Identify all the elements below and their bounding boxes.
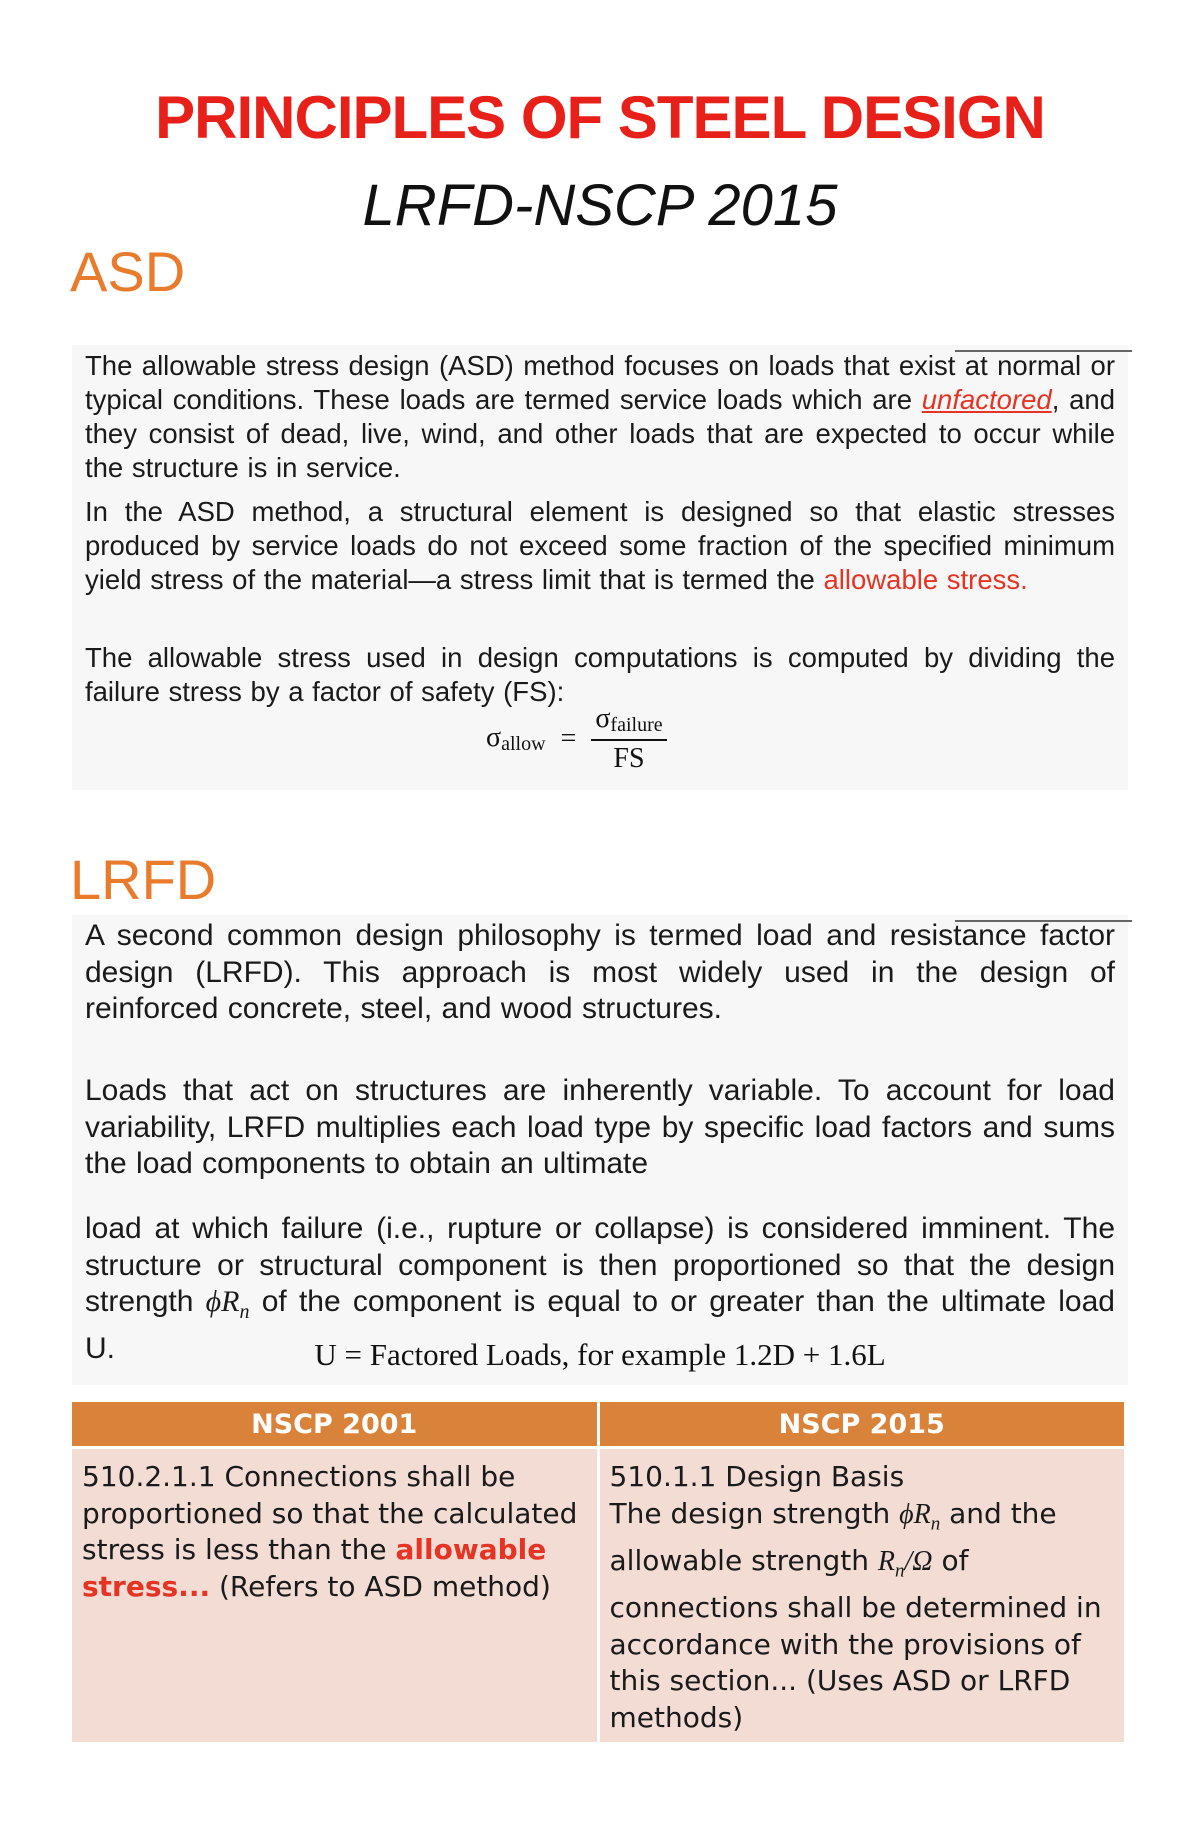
asd-heading: ASD — [70, 240, 186, 303]
asd-paragraph-3: The allowable stress used in design computations is computed by dividing the failure stress by a factor of safety (FS): — [85, 642, 1115, 707]
asd-term-allowable-stress: allowable stress. — [823, 564, 1028, 595]
lrfd-paragraph-2: Loads that act on structures are inherently variable. To account for load variability, LRFD multiplies each load type by specific load factors and sums the load components to obtain an ultimate — [85, 1074, 1115, 1180]
eq-numerator-subscript: failure — [610, 714, 663, 736]
cell-2001-text-a: 510.2.1.1 Connections shall be proportioned so that the calculated stress is less than the — [82, 1460, 578, 1567]
lrfd-p3-text-a: load at which failure (i.e., rupture or collapse) is considered imminent. The structure or structural component is then proportioned so that the design strength — [85, 1212, 1115, 1318]
lrfd-paragraph-1: A second common design philosophy is termed load and resistance factor design (LRFD). This approach is most widely used in the design of reinforced concrete, steel, and wood structures. — [85, 919, 1115, 1025]
table-row — [72, 1448, 1124, 1743]
allowable-strength-symbol: $R_n/\Omega$ — [877, 1545, 933, 1582]
eq-denominator: FS — [613, 743, 645, 774]
table-header-row — [72, 1402, 1124, 1448]
asd-equation: $\sigma_{allow}$ = $\frac{\sigma_{failure}}{FS}$ — [486, 703, 667, 775]
asd-paragraph-1 — [85, 349, 1115, 485]
header-nscp-2015: NSCP 2015 — [598, 1402, 1124, 1448]
asd-p1-text-a: The allowable stress design (ASD) method focuses on loads that exist at normal or typical conditions. These loads are termed service loads which are — [85, 350, 1115, 415]
lrfd-p3-text-b: of the component is equal to or greater than the ultimate load U. — [85, 1285, 1115, 1365]
cell-2015-title: 510.1.1 Design Basis — [609, 1460, 905, 1493]
cell-2001-emphasis: allowable stress... — [82, 1533, 547, 1603]
cell-2015-text-a: The design strength — [609, 1496, 900, 1530]
header-nscp-2001: NSCP 2001 — [72, 1402, 598, 1448]
nscp-comparison-table — [72, 1402, 1124, 1742]
design-strength-symbol-2015: $\phi R_n$ — [899, 1498, 941, 1535]
asd-p2-text: In the ASD method, a structural element is designed so that elastic stresses produced by service loads do not exceed some fraction of the specified minimum yield stress of the material—a stress limit that is termed the — [85, 496, 1115, 595]
page-subtitle: LRFD-NSCP 2015 — [362, 173, 838, 238]
page-title: PRINCIPLES OF STEEL DESIGN — [155, 84, 1045, 151]
lrfd-heading: LRFD — [70, 848, 217, 911]
asd-term-unfactored: unfactored — [921, 384, 1052, 415]
asd-paragraph-2 — [85, 495, 1115, 597]
cell-nscp-2015 — [598, 1448, 1124, 1743]
cell-2001-text-b: (Refers to ASD method) — [210, 1569, 551, 1603]
lrfd-equation: U = Factored Loads, for example 1.2D + 1.6L — [314, 1337, 886, 1372]
cell-nscp-2001 — [72, 1448, 598, 1743]
cell-2015-text-c: of connections shall be determined in accordance with the provisions of this section... (Uses ASD or LRFD methods) — [609, 1543, 1102, 1734]
asd-p1-text-b: , and they consist of dead, live, wind, and other loads that are expected to occur while the structure is in service. — [85, 384, 1115, 483]
eq-lhs-subscript: allow — [501, 733, 546, 755]
cell-2015-text-b: and the allowable strength — [609, 1496, 1057, 1577]
design-strength-symbol: $\phi R_n$ — [205, 1285, 250, 1323]
